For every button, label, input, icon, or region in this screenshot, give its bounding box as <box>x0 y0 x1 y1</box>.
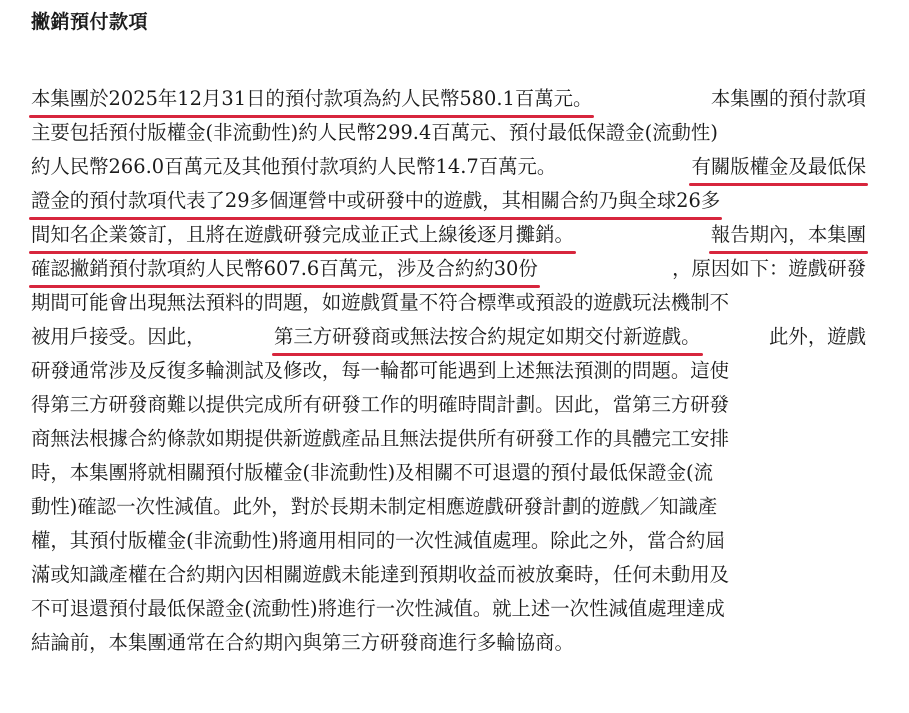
highlighted-text: 確認撇銷預付款項約人民幣607.6百萬元，涉及合約約30份 <box>31 253 538 285</box>
text-line <box>31 219 866 251</box>
text-line <box>31 253 866 285</box>
text-line <box>31 83 866 115</box>
text-segment: 不可退還預付最低保證金(流動性)將進行一次性減值。就上述一次性減值處理達成 <box>31 597 725 620</box>
text-line <box>31 287 866 319</box>
text-line <box>31 593 866 625</box>
highlighted-text: 有關版權金及最低保 <box>691 151 866 183</box>
text-line <box>31 491 866 523</box>
text-line <box>31 355 866 387</box>
text-segment: 本集團的預付款項 <box>710 87 866 110</box>
text-line <box>31 185 866 217</box>
text-segment: ，原因如下：遊戲研發 <box>672 257 866 280</box>
highlighted-text: 間知名企業簽訂，且將在遊戲研發完成並正式上線後逐月攤銷。 <box>31 219 574 251</box>
text-segment: 權，其預付版權金(非流動性)將適用相同的一次性減值處理。除此之外，當合約屆 <box>31 529 725 552</box>
text-segment: 約人民幣266.0百萬元及其他預付款項約人民幣14.7百萬元。 <box>31 155 557 178</box>
highlighted-text: 證金的預付款項代表了29多個運營中或研發中的遊戲，其相關合約乃與全球26多 <box>31 185 720 217</box>
highlighted-text: 第三方研發商或無法按合約規定如期交付新遊戲。 <box>274 321 701 353</box>
text-segment: 動性)確認一次性減值。此外，對於長期未制定相應遊戲研發計劃的遊戲／知識產 <box>31 495 718 518</box>
text-segment: 被用戶接受。因此， <box>31 325 206 348</box>
text-line <box>31 151 866 183</box>
text-segment: 主要包括預付版權金(非流動性)約人民幣299.4百萬元、預付最低保證金(流動性) <box>31 121 718 144</box>
text-line <box>31 321 866 353</box>
text-segment: 滿或知識產權在合約期內因相關遊戲未能達到預期收益而被放棄時，任何未動用及 <box>31 563 730 586</box>
text-segment: 時，本集團將就相關預付版權金(非流動性)及相關不可退還的預付最低保證金(流 <box>31 461 713 484</box>
section-heading: 撇銷預付款項 <box>31 11 149 33</box>
text-segment: 商無法根據合約條款如期提供新遊戲產品且無法提供所有研發工作的具體完工安排 <box>31 427 730 450</box>
text-line <box>31 389 866 421</box>
text-segment: 結論前，本集團通常在合約期內與第三方研發商進行多輪協商。 <box>31 631 574 654</box>
text-segment: 期間可能會出現無法預料的問題，如遊戲質量不符合標準或預設的遊戲玩法機制不 <box>31 291 730 314</box>
text-segment: 得第三方研發商難以提供完成所有研發工作的明確時間計劃。因此，當第三方研發 <box>31 393 730 416</box>
text-line <box>31 627 866 659</box>
highlighted-text: 報告期內，本集團 <box>711 219 866 251</box>
text-segment: 研發通常涉及反復多輪測試及修改，每一輪都可能遇到上述無法預測的問題。這使 <box>31 359 730 382</box>
text-line <box>31 423 866 455</box>
highlighted-text: 本集團於2025年12月31日的預付款項為約人民幣580.1百萬元。 <box>31 83 592 115</box>
text-line <box>31 457 866 489</box>
text-line <box>31 117 866 149</box>
text-line <box>31 525 866 557</box>
text-segment: 此外，遊戲 <box>769 325 866 348</box>
text-line <box>31 559 866 591</box>
